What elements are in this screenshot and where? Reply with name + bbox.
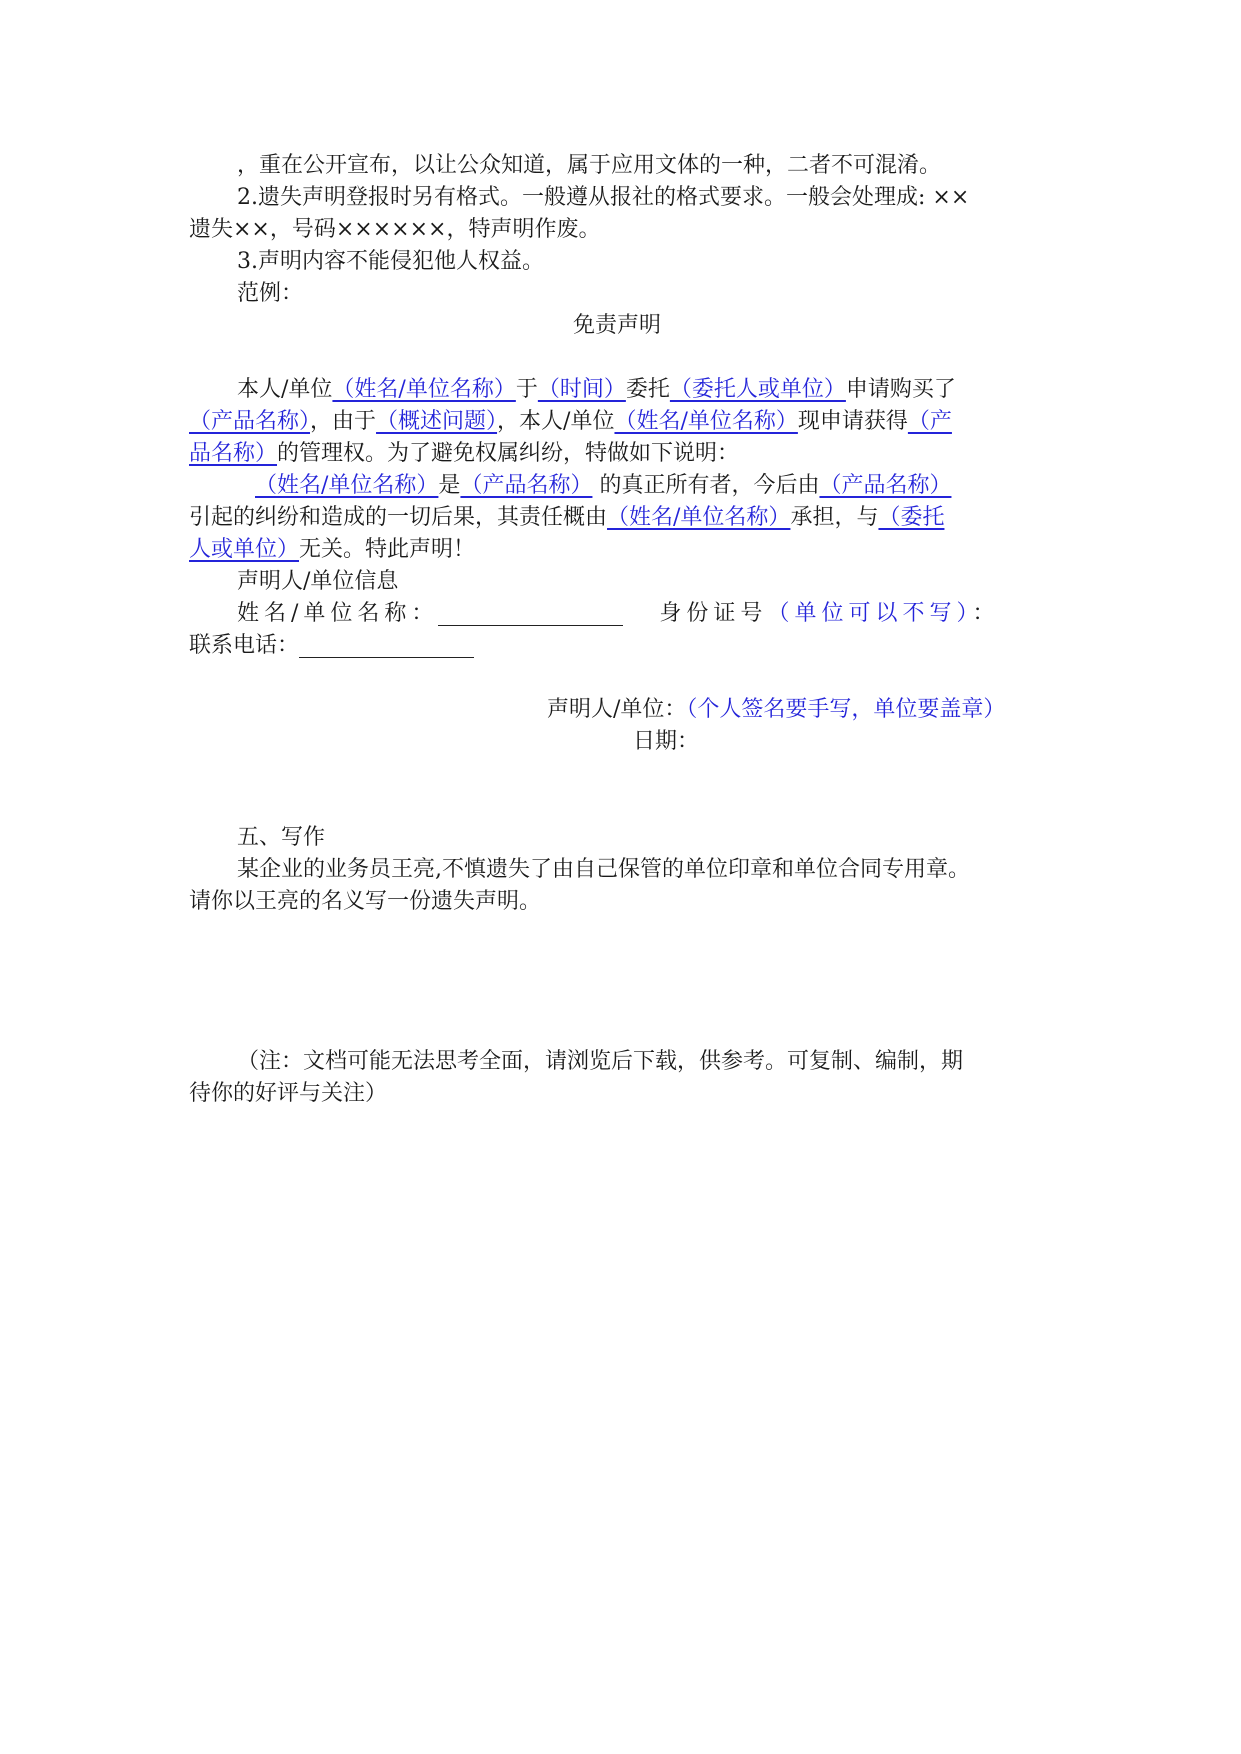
placeholder-name-field: （姓名/单位名称） (255, 473, 439, 498)
item-2-line-1: 2.遗失声明登报时另有格式。一般遵从报社的格式要求。一般会处理成: ×× (237, 185, 970, 210)
example-label: 范例： (237, 281, 304, 306)
sign-note: （个人签名要手写，单位要盖章） (686, 697, 1006, 722)
placeholder-product-field: （产品名称） (189, 409, 311, 434)
text: 是 (438, 473, 461, 498)
date-label: 日期： (633, 729, 700, 754)
name-id-line (237, 598, 999, 630)
writing-line-2: 请你以王亮的名义写一份遗失声明。 (189, 889, 542, 914)
writing-line-1: 某企业的业务员王亮,不慎遗失了由自己保管的单位印章和单位合同专用章。 (237, 857, 970, 882)
text: 现申请获得 (797, 409, 908, 434)
text: 无关。特此声明！ (299, 537, 476, 562)
text: 于 (515, 377, 538, 402)
statement-p1-line-3 (189, 438, 739, 470)
placeholder-name-field: （姓名/单位名称） (607, 505, 791, 530)
text: 引起的纠纷和造成的一切后果，其责任概由 (189, 505, 608, 530)
placeholder-agent-field: 人或单位） (189, 537, 300, 562)
placeholder-agent-field: （委托 (878, 505, 945, 530)
text: ，本人/单位 (497, 409, 615, 434)
note-line-2: 待你的好评与关注） (189, 1081, 388, 1106)
statement-p2-line-1 (255, 470, 951, 502)
text: 的真正所有者，今后由 (592, 473, 820, 498)
statement-p1-line-2 (189, 406, 952, 438)
id-note: （单位可以不写） (767, 601, 973, 626)
info-label: 声明人/单位信息 (237, 569, 399, 594)
placeholder-product-field: 品名称） (189, 441, 278, 466)
id-label: 身份证号 (659, 601, 768, 626)
placeholder-problem-field: （概述问题） (376, 409, 498, 434)
statement-p1-line-1 (237, 374, 956, 406)
placeholder-agent-field: （委托人或单位） (669, 377, 846, 402)
text: 的管理权。为了避免权属纠纷，特做如下说明： (277, 441, 740, 466)
name-blank (438, 603, 623, 626)
name-label: 姓名/单位名称： (237, 601, 439, 626)
text: 委托 (625, 377, 670, 402)
id-colon: ： (972, 601, 1000, 626)
phone-blank (299, 635, 474, 658)
placeholder-product-field: （产品名称） (819, 473, 952, 498)
statement-p2-line-2 (189, 502, 944, 534)
statement-p2-line-3 (189, 534, 475, 566)
sign-label: 声明人/单位： (547, 697, 687, 722)
item-3: 3.声明内容不能侵犯他人权益。 (237, 249, 544, 274)
placeholder-product-field: （产 (907, 409, 952, 434)
text: 本人/单位 (237, 377, 333, 402)
placeholder-name-field: （姓名/单位名称） (332, 377, 516, 402)
text: ，由于 (310, 409, 377, 434)
intro-line-1: ，重在公开宣布，以让公众知道，属于应用文体的一种，二者不可混淆。 (237, 153, 942, 178)
placeholder-name-field: （姓名/单位名称） (614, 409, 798, 434)
placeholder-product-field: （产品名称） (460, 473, 593, 498)
signature-line (547, 694, 1005, 726)
item-2-line-2: 遗失××，号码××××××，特声明作废。 (189, 217, 601, 242)
phone-label: 联系电话： (189, 633, 300, 658)
text: 承担，与 (790, 505, 879, 530)
note-line-1: （注：文档可能无法思考全面，请浏览后下载，供参考。可复制、编制，期 (237, 1049, 964, 1074)
statement-title: 免责声明 (573, 313, 662, 338)
placeholder-time-field: （时间） (537, 377, 626, 402)
text: 申请购买了 (845, 377, 956, 402)
writing-heading: 五、写作 (237, 825, 326, 850)
phone-line (189, 630, 474, 662)
